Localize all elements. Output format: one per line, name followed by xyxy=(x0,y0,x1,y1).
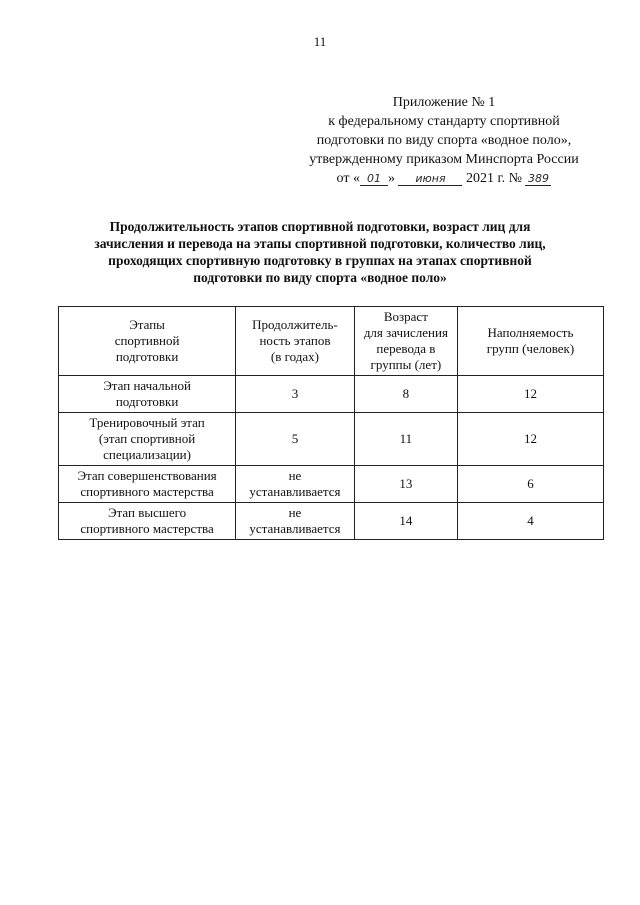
header-line: для зачисления xyxy=(363,325,448,340)
group-size-cell: 4 xyxy=(457,503,603,540)
header-line: подготовки xyxy=(115,349,179,364)
header-age xyxy=(354,307,457,376)
date-prefix: от « xyxy=(336,171,360,186)
header-line: группы (лет) xyxy=(370,357,442,372)
stage-cell: Этап совершенствования спортивного мастерства xyxy=(59,466,236,503)
title-line: проходящих спортивную подготовку в группах на этапах спортивной xyxy=(108,253,532,268)
page-number: 11 xyxy=(313,34,327,49)
appendix-line: Приложение № 1 xyxy=(392,95,496,110)
training-stages-table xyxy=(58,306,604,540)
duration-cell: 5 xyxy=(236,413,355,466)
header-line: спортивной xyxy=(114,333,180,348)
duration-cell: не устанавливается xyxy=(236,466,355,503)
title-line: Продолжительность этапов спортивной подготовки, возраст лиц для xyxy=(109,219,531,234)
age-cell: 11 xyxy=(354,413,457,466)
table-row xyxy=(59,466,604,503)
duration-cell: 3 xyxy=(236,376,355,413)
appendix-line: к федеральному стандарту спортивной xyxy=(328,114,560,129)
table-row xyxy=(59,376,604,413)
header-line: Этапы xyxy=(129,317,165,332)
group-size-cell: 6 xyxy=(457,466,603,503)
duration-cell: не устанавливается xyxy=(236,503,355,540)
header-line: Возраст xyxy=(383,309,428,324)
appendix-line: утвержденному приказом Минспорта России xyxy=(309,152,579,167)
header-line: перевода в xyxy=(376,341,436,356)
stage-cell: Этап высшего спортивного мастерства xyxy=(59,503,236,540)
header-line: Продолжитель- xyxy=(252,317,338,332)
handwritten-day: 01 xyxy=(360,172,388,186)
date-year: 2021 г. № xyxy=(465,171,522,186)
title-line: подготовки по виду спорта «водное поло» xyxy=(193,270,447,285)
handwritten-order-number: 389 xyxy=(525,172,551,186)
header-line: Наполняемость xyxy=(487,325,574,340)
table-header-row xyxy=(59,307,604,376)
appendix-block xyxy=(284,93,604,188)
header-line: ность этапов xyxy=(259,333,331,348)
header-group-size xyxy=(457,307,603,376)
header-line: (в годах) xyxy=(270,349,319,364)
age-cell: 13 xyxy=(354,466,457,503)
table-row xyxy=(59,413,604,466)
title-line: зачисления и перевода на этапы спортивной подготовки, количество лиц, xyxy=(94,236,546,251)
handwritten-month: июня xyxy=(398,172,462,186)
age-cell: 8 xyxy=(354,376,457,413)
header-duration xyxy=(236,307,355,376)
age-cell: 14 xyxy=(354,503,457,540)
group-size-cell: 12 xyxy=(457,376,603,413)
table-row xyxy=(59,503,604,540)
document-title xyxy=(40,218,600,286)
header-stages xyxy=(59,307,236,376)
order-date-line xyxy=(284,169,604,188)
group-size-cell: 12 xyxy=(457,413,603,466)
header-line: групп (человек) xyxy=(486,341,575,356)
stage-cell: Этап начальной подготовки xyxy=(59,376,236,413)
appendix-line: подготовки по виду спорта «водное поло», xyxy=(316,133,572,148)
stage-cell: Тренировочный этап (этап спортивной специализации) xyxy=(59,413,236,466)
date-mid: » xyxy=(387,171,395,186)
